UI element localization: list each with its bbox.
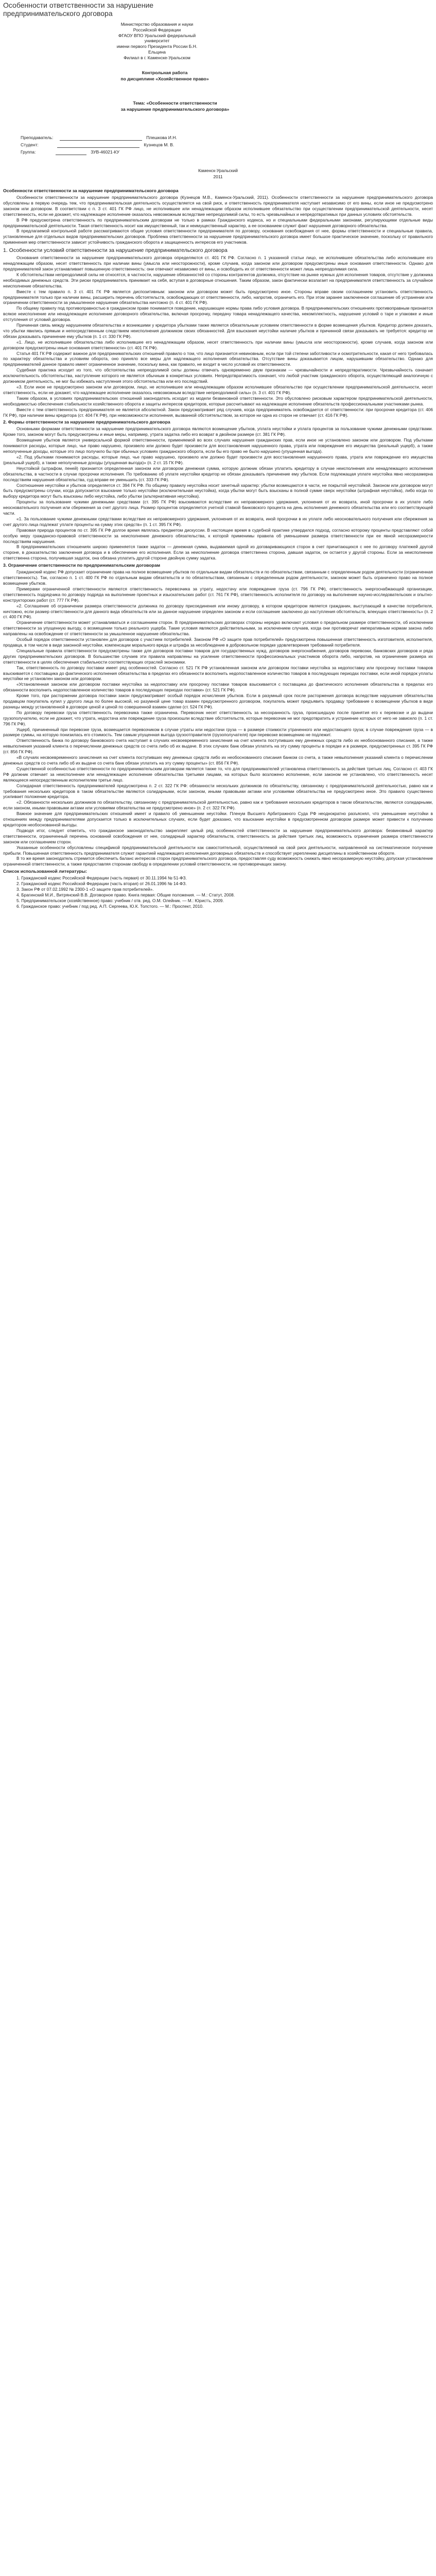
bibliography-heading: Список использованной литературы: (3, 869, 88, 874)
section-heading: 3. Ограничение ответственности по предпринимательским договорам (3, 563, 161, 568)
discipline: по дисциплине «Хозяйственное право» (120, 76, 209, 81)
paragraph: Вместе с тем ответственность предпринимателя не является абсолютной. Закон предусматривает ряд случаев, когда предприниматель освобождается от ответственности: при просрочке кредитора (ст. 406 ГК РФ), при наличии вины кредитора (ст. 404 ГК РФ), при невозможности исполнения, вызванной обстоятельством, за которое ни одна из сторон не отвечает (ст. 416 ГК РФ). (3, 406, 433, 418)
paragraph: По договору перевозки груза ответственность перевозчика также ограничена. Перевозчик несет ответственность за несохранность груза, происшедшую после принятия его к перевозке и до выдачи грузополучателю, если не докажет, что утрата, недостача или повреждение груза произошли вследствие обстоятельств, которые перевозчик не мог предотвратить и устранение которых от него не зависело (п. 1 ст. 796 ГК РФ). (3, 709, 433, 726)
work-type: Контрольная работа (142, 70, 188, 75)
bibliography-item: 3. Закон РФ от 07.02.1992 № 2300-1 «О защите прав потребителей». (16, 887, 154, 892)
teacher-row (21, 135, 177, 141)
paragraph: К обстоятельствам непреодолимой силы не относятся, в частности, нарушение обязанностей со стороны контрагентов должника, отсутствие на рынке нужных для исполнения товаров, отсутствие у должника необходимых денежных средств. Эти риски предприниматель принимает на себя, вступая в договорные отношения. Таким образом, закон фактически возлагает на предпринимателя ответственность за случайное неисполнение обязательства. (3, 272, 433, 289)
signature-line (57, 143, 139, 148)
paragraph: Вместе с тем правило п. 3 ст. 401 ГК РФ является диспозитивным: законом или договором может быть предусмотрено иное. Стороны вправе своим соглашением установить ответственность предпринимателя только при наличии вины, расширить перечень обстоятельств, освобождающих от ответственности, либо, напротив, ограничить его. При этом заранее заключенное соглашение об устранении или ограничении ответственности за умышленное нарушение обязательства ничтожно (п. 4 ст. 401 ГК РФ). (3, 289, 433, 306)
quote: «2. Обязанности нескольких должников по обязательству, связанному с предпринимательской деятельностью, равно как и требования нескольких кредиторов в таком обязательстве, являются солидарными, если законом, иными правовыми актами или условиями обязательства не предусмотрено иное» (п. 2 ст. 322 ГК РФ). (3, 800, 433, 811)
quote: «В случаях несвоевременного зачисления на счет клиента поступивших ему денежных средств либо их необоснованного списания банком со счета, а также невыполнения указаний клиента о перечислении денежных средств со счета либо об их выдаче со счета банк обязан уплатить на эту сумму проценты» (ст. 856 ГК РФ). (3, 755, 433, 766)
ministry-line: Министерство образования и науки Российской Федерации (120, 22, 194, 32)
ministry-header (113, 22, 201, 61)
quote: «Установленная законом или договором поставки неустойка за недопоставку или просрочку поставки товаров взыскивается с поставщика до фактического исполнения обязательства в пределах его обязанности восполнить недопоставленное количество товаров в последующих периодах поставки» (ст. 521 ГК РФ). (3, 682, 433, 693)
paragraph: Так, ответственность по договору поставки имеет ряд особенностей. Согласно ст. 521 ГК РФ установленная законом или договором поставки неустойка за недопоставку или просрочку поставки товаров взыскивается с поставщика до фактического исполнения обязательства в пределах его обязанности восполнить недопоставленное количество товаров в последующих периодах поставки, если иной порядок уплаты неустойки не установлен законом или договором. (3, 665, 433, 682)
ministry-line: имени первого Президента России Б.Н. Ельцина (116, 44, 198, 55)
paragraph: Проценты за пользование чужими денежными средствами (ст. 395 ГК РФ) взыскиваются вследствие их неправомерного удержания, уклонения от их возврата, иной просрочки в их уплате либо неосновательного получения или сбережения за счет другого лица. Размер процентов определяется учетной ставкой банковского процента на день исполнения денежного обязательства или его соответствующей части. (3, 499, 433, 516)
paragraph: Ответственность банка по договору банковского счета наступает в случаях несвоевременного зачисления на счет клиента поступивших ему денежных средств либо их необоснованного списания, а также невыполнения указаний клиента о перечислении денежных средств со счета либо об их выдаче. В этих случаях банк обязан уплатить на эту сумму проценты в порядке и в размере, предусмотренных ст. 395 ГК РФ (ст. 856 ГК РФ). (3, 738, 433, 755)
paragraph: Особенности ответственности за нарушение предпринимательского договора (Кузнецов М.В., Каменск-Уральский, 2011). Особенности ответственности за нарушение предпринимательского договора обусловлены в первую очередь тем, что предпринимательская деятельность осуществляется на свой риск, и ответственность предпринимателя наступает независимо от его вины, если иное не предусмотрено законом или договором. В соответствии с п. 3 ст. 401 ГК РФ лицо, не исполнившее или ненадлежащим образом исполнившее обязательство при осуществлении предпринимательской деятельности, несет ответственность, если не докажет, что надлежащее исполнение оказалось невозможным вследствие непреодолимой силы, то есть чрезвычайных и непредотвратимых при данных условиях обстоятельств. (3, 195, 433, 217)
paragraph: Солидарная ответственность предпринимателей предусмотрена п. 2 ст. 322 ГК РФ: обязанности нескольких должников по обязательству, связанному с предпринимательской деятельностью, равно как и требования нескольких кредиторов в таком обязательстве являются солидарными, если законом, иными правовыми актами или условиями обязательства не предусмотрено иное. Это правило существенно усиливает положение кредитора. (3, 783, 433, 800)
city: Каменск-Уральский (198, 168, 238, 173)
year: 2011 (213, 174, 223, 179)
paragraph: Особый порядок ответственности установлен для договоров с участием потребителей. Законом РФ «О защите прав потребителей» предусмотрена повышенная ответственность изготовителя, исполнителя, продавца, в том числе в виде законной неустойки, компенсации морального вреда и штрафа за несоблюдение в добровольном порядке удовлетворения требований потребителя. (3, 637, 433, 648)
bibliography-item: 1. Гражданский кодекс Российской Федерации (часть первая) от 30.11.1994 № 51-ФЗ. (16, 875, 187, 881)
theme-heading (72, 100, 278, 112)
paragraph: Соотношение неустойки и убытков определяется ст. 394 ГК РФ. По общему правилу неустойка носит зачетный характер: убытки возмещаются в части, не покрытой неустойкой. Законом или договором могут быть предусмотрены случаи, когда допускается взыскание только неустойки (исключительная неустойка), когда убытки могут быть взысканы в полной сумме сверх неустойки (штрафная неустойка), либо когда по выбору кредитора могут быть взысканы либо неустойка, либо убытки (альтернативная неустойка). (3, 482, 433, 499)
quote: «1. За пользование чужими денежными средствами вследствие их неправомерного удержания, уклонения от их возврата, иной просрочки в их уплате либо неосновательного получения или сбережения за счет другого лица подлежат уплате проценты на сумму этих средств» (п. 1 ст. 395 ГК РФ). (3, 516, 433, 527)
section-heading: 2. Формы ответственности за нарушение предпринимательского договора (3, 419, 170, 425)
student-label: Студент: (21, 142, 39, 147)
bibliography-item: 4. Брагинский М.И., Витрянский В.В. Договорное право. Книга первая: Общие положения. — М.: Статут, 2008. (16, 892, 235, 897)
paragraph: Кроме того, при расторжении договора поставки закон предусматривает особый порядок исчисления убытков. Если в разумный срок после расторжения договора вследствие нарушения обязательства продавцом покупатель купил у другого лица по более высокой, но разумной цене товар взамен предусмотренного договором, покупатель может предъявить продавцу требование о возмещении убытков в виде разницы между установленной в договоре ценой и ценой по совершенной взамен сделке (ст. 524 ГК РФ). (3, 693, 433, 709)
paragraph: Основными формами ответственности за нарушение предпринимательского договора являются возмещение убытков, уплата неустойки и уплата процентов за пользование чужими денежными средствами. Кроме того, законом могут быть предусмотрены и иные меры, например, утрата задатка либо его возврат в двойном размере (ст. 381 ГК РФ). (3, 426, 433, 437)
quote: «2. Соглашение об ограничении размера ответственности должника по договору присоединения или иному договору, в котором кредитором является гражданин, выступающий в качестве потребителя, ничтожно, если размер ответственности для данного вида обязательств или за данное нарушение определен законом и если соглашение заключено до наступления обстоятельств, влекущих ответственность» (п. 2 ст. 400 ГК РФ). (3, 603, 433, 620)
work-heading (103, 70, 226, 82)
group-line (56, 150, 86, 155)
group-name: ЗУВ-46021-КУ (91, 149, 119, 155)
paragraph: Указанные особенности обусловлены спецификой предпринимательской деятельности как самостоятельной, осуществляемой на свой риск деятельности, направленной на систематическое получение прибыли. Повышенная ответственность предпринимателя служит гарантией надлежащего исполнения договорных обязательств и способствует укреплению дисциплины в хозяйственном обороте. (3, 844, 433, 856)
paragraph: Гражданский кодекс РФ допускает ограничение права на полное возмещение убытков по отдельным видам обязательств и по обязательствам, связанным с определенным родом деятельности (ограниченная ответственность). Так, согласно п. 1 ст. 400 ГК РФ по отдельным видам обязательств и по обязательствам, связанным с определенным родом деятельности, законом может быть ограничено право на полное возмещение убытков. (3, 569, 433, 586)
theme-line: Тема: «Особенности ответственности (133, 100, 217, 106)
paragraph: Причинная связь между нарушением обязательства и возникшими у кредитора убытками также является обязательным условием ответственности в форме возмещения убытков. Кредитор должен доказать, что убытки явились прямым и непосредственным следствием неисполнения должником своих обязанностей. Для взыскания неустойки наличие убытков и причинной связи доказывать не требуется: кредитор не обязан доказывать причинение ему убытков (п. 1 ст. 330 ГК РФ). (3, 323, 433, 339)
paragraph: Судебная практика исходит из того, что обстоятельства непреодолимой силы должны отвечать одновременно двум признакам — чрезвычайности и непредотвратимости. Чрезвычайность означает исключительность обстоятельства, наступление которого не является обычным в конкретных условиях. Непредотвратимость означает, что любой участник гражданского оборота, осуществляющий аналогичную с должником деятельность, не мог бы избежать наступления этого обстоятельства или его последствий. (3, 367, 433, 384)
paragraph: Таким образом, в условиях предпринимательских отношений законодатель исходит из модели безвиновной ответственности. Это обусловлено рисковым характером предпринимательской деятельности, необходимостью обеспечения стабильности хозяйственного оборота и защиты интересов кредиторов, которые рассчитывают на надлежащее исполнение обязательств профессиональными участниками рынка. (3, 395, 433, 406)
bibliography-item: 2. Гражданский кодекс Российской Федерации (часть вторая) от 26.01.1996 № 14-ФЗ. (16, 881, 187, 887)
paragraph: Статья 401 ГК РФ содержит важное для предпринимательских отношений правило о том, что лицо признается невиновным, если при той степени заботливости и осмотрительности, какая от него требовалась по характеру обязательства и условиям оборота, оно приняло все меры для надлежащего исполнения обязательства. Отсутствие вины доказывается лицом, нарушившим обязательство. Однако для предпринимателей данное правило имеет ограниченное значение, поскольку вина, как правило, не входит в число условий их ответственности. (3, 350, 433, 367)
paragraph: В предлагаемой контрольной работе рассматриваются общие условия ответственности предпринимателя по договору, основания освобождения от нее, формы ответственности и специальные правила, установленные для отдельных видов предпринимательских договоров. Проблема ответственности за нарушение предпринимательского договора имеет большое практическое значение, поскольку от правильного применения мер ответственности зависит устойчивость гражданского оборота и защищенность интересов его участников. (3, 228, 433, 245)
paragraph: Специальные правила ответственности предусмотрены также для договоров поставки товаров для государственных нужд, договоров энергоснабжения, договоров перевозки, банковских договоров и ряда других предпринимательских договоров. В большинстве случаев эти правила направлены на усиление ответственности профессиональных участников оборота либо, напротив, на ограничение размера их ответственности в целях обеспечения стабильности соответствующих отраслей экономики. (3, 648, 433, 665)
quote: «3. Если иное не предусмотрено законом или договором, лицо, не исполнившее или ненадлежащим образом исполнившее обязательство при осуществлении предпринимательской деятельности, несет ответственность, если не докажет, что надлежащее исполнение оказалось невозможным вследствие непреодолимой силы» (п. 3 ст. 401 ГК РФ). (3, 384, 433, 395)
bibliography-item: 5. Предпринимательское (хозяйственное) право: учебник / отв. ред. О.М. Олейник. — М.: Юристъ, 2009. (16, 897, 224, 903)
signature-line (60, 135, 142, 141)
paragraph: Примерами ограниченной ответственности являются ответственность перевозчика за утрату, недостачу или повреждение груза (ст. 796 ГК РФ), ответственность энергоснабжающей организации, ответственность подрядчика по договору подряда на выполнение проектных и изыскательских работ (ст. 761 ГК РФ), ответственность исполнителя по договору на выполнение научно-исследовательских и опытно-конструкторских работ (ст. 777 ГК РФ). (3, 586, 433, 603)
paragraph: Важное значение для предпринимательских отношений имеет и правило об уменьшении неустойки. Пленум Высшего Арбитражного Суда РФ неоднократно разъяснял, что уменьшение неустойки в отношениях между предпринимателями допускается только в исключительных случаях, если будет доказано, что взыскание неустойки в предусмотренном договором размере может привести к получению кредитором необоснованной выгоды. (3, 811, 433, 827)
paragraph: В предпринимательских отношениях широко применяется также задаток — денежная сумма, выдаваемая одной из договаривающихся сторон в счет причитающихся с нее по договору платежей другой стороне, в доказательство заключения договора и в обеспечение его исполнения. Если за неисполнение договора ответственна сторона, давшая задаток, он остается у другой стороны. Если за неисполнение ответственна сторона, получившая задаток, она обязана уплатить другой стороне двойную сумму задатка. (3, 544, 433, 561)
group-label: Группа: (21, 149, 36, 155)
document-body (3, 187, 433, 909)
paragraph: Ущерб, причиненный при перевозке груза, возмещается перевозчиком в случае утраты или недостачи груза — в размере стоимости утраченного или недостающего груза; в случае повреждения груза — в размере суммы, на которую понизилась его стоимость. Тем самым упущенная выгода грузоотправителя (грузополучателя) при перевозке возмещению не подлежит. (3, 726, 433, 738)
paragraph: Возмещение убытков является универсальной формой ответственности, применяемой во всех случаях нарушения гражданских прав, если иное не установлено законом или договором. Под убытками понимаются расходы, которые лицо, чье право нарушено, произвело или должно будет произвести для восстановления нарушенного права, утрата или повреждение его имущества (реальный ущерб), а также неполученные доходы, которые это лицо получило бы при обычных условиях гражданского оборота, если бы его право не было нарушено (упущенная выгода). (3, 437, 433, 454)
quote: «2. Под убытками понимаются расходы, которые лицо, чье право нарушено, произвело или должно будет произвести для восстановления нарушенного права, утрата или повреждение его имущества (реальный ущерб), а также неполученные доходы (упущенная выгода)» (п. 2 ст. 15 ГК РФ). (3, 454, 433, 465)
paragraph: Существенной особенностью ответственности по предпринимательским договорам является также то, что для предпринимателей установлена ответственность за действия третьих лиц. Согласно ст. 403 ГК РФ должник отвечает за неисполнение или ненадлежащее исполнение обязательства третьими лицами, на которых было возложено исполнение, если законом не установлено, что ответственность несет являющееся непосредственным исполнителем третье лицо. (3, 766, 433, 783)
bibliography-item: 6. Гражданское право: учебник / под ред. А.П. Сергеева, Ю.К. Толстого. — М.: Проспект, 2010. (16, 903, 204, 909)
quote: «1. Лицо, не исполнившее обязательства либо исполнившее его ненадлежащим образом, несет ответственность при наличии вины (умысла или неосторожности), кроме случаев, когда законом или договором предусмотрены иные основания ответственности» (ст. 401 ГК РФ). (3, 339, 433, 350)
teacher-name: Плешкова И.Н. (146, 135, 177, 140)
paragraph: Правовая природа процентов по ст. 395 ГК РФ долгое время являлась предметом дискуссии. В настоящее время в судебной практике утвердился подход, согласно которому проценты представляют собой особую меру гражданско-правовой ответственности за неисполнение денежного обязательства, к которой применимы правила об уменьшении размера ответственности при ее явной несоразмерности последствиям нарушения. (3, 527, 433, 544)
paragraph: Неустойкой (штрафом, пеней) признается определенная законом или договором денежная сумма, которую должник обязан уплатить кредитору в случае неисполнения или ненадлежащего исполнения обязательства, в частности в случае просрочки исполнения. По требованию об уплате неустойки кредитор не обязан доказывать причинение ему убытков. Если подлежащая уплате неустойка явно несоразмерна последствиям нарушения обязательства, суд вправе ее уменьшить (ст. 333 ГК РФ). (3, 465, 433, 482)
document-title: Особенности ответственности за нарушение предпринимательского договора (3, 1, 154, 18)
ministry-line: Филиал в г. Каменске-Уральском (124, 55, 190, 60)
paragraph: По общему правилу под противоправностью в гражданском праве понимается поведение, нарушающее нормы права либо условия договора. В предпринимательских отношениях противоправным признается всякое неисполнение или ненадлежащее исполнение договорного обязательства, включая просрочку, передачу товара ненадлежащего качества, некомплектность, нарушение условий о таре и упаковке и иные отступления от условий договора. (3, 306, 433, 323)
ministry-line: ФГАОУ ВПО Уральский федеральный университет (118, 32, 196, 44)
paragraph: Основания ответственности за нарушение предпринимательского договора определяются ст. 401 ГК РФ. Согласно п. 1 указанной статьи лицо, не исполнившее обязательства либо исполнившее его ненадлежащим образом, несет ответственность при наличии вины (умысла или неосторожности), кроме случаев, когда законом или договором предусмотрены иные основания ответственности. Однако для предпринимателей закон устанавливает повышенную ответственность: они отвечают независимо от вины, и освободить их от ответственности может лишь непреодолимая сила. (3, 255, 433, 272)
paragraph: В РФ предусмотрена ответственность по предпринимательским договорам не только в рамках Гражданского кодекса, но и специальными федеральными законами, регулирующими отдельные виды предпринимательской деятельности. Такая ответственность носит как имущественный, так и неимущественный характер, а ее основанием служит факт нарушения договорного обязательства. (3, 217, 433, 228)
intro-heading: Особенности ответственности за нарушение предпринимательского договора (3, 188, 179, 193)
paragraph: Ограничение ответственности может устанавливаться и соглашением сторон. В предпринимательских договорах стороны нередко включают условия о предельном размере ответственности, об исключении ответственности за упущенную выгоду, о возмещении только реального ущерба. Такие условия являются действительными, за исключением случаев, когда они противоречат императивным нормам закона либо направлены на освобождение от ответственности за умышленное нарушение обязательства. (3, 620, 433, 637)
group-row (21, 149, 119, 155)
section-heading: 1. Особенности условий ответственности за нарушение предпринимательского договора (3, 247, 228, 254)
paragraph: Подводя итог, следует отметить, что гражданское законодательство закрепляет целый ряд особенностей ответственности за нарушение предпринимательского договора: безвиновный характер ответственности, ограниченный перечень оснований освобождения от нее, солидарный характер обязательств, ответственность за действия третьих лиц, возможность ограничения размера ответственности законом или соглашением сторон. (3, 827, 433, 844)
teacher-label: Преподаватель: (21, 135, 54, 140)
paragraph: В то же время законодатель стремится обеспечить баланс интересов сторон предпринимательского договора, предоставляя суду возможность снижать явно несоразмерную неустойку, допуская установление ограниченной ответственности, а также предоставляя сторонам свободу в определении условий ответственности, не противоречащих закону. (3, 856, 433, 867)
theme-line: за нарушение предпринимательского договора» (120, 107, 230, 112)
student-row (21, 142, 174, 148)
student-name: Кузнецов М. В. (144, 142, 175, 147)
